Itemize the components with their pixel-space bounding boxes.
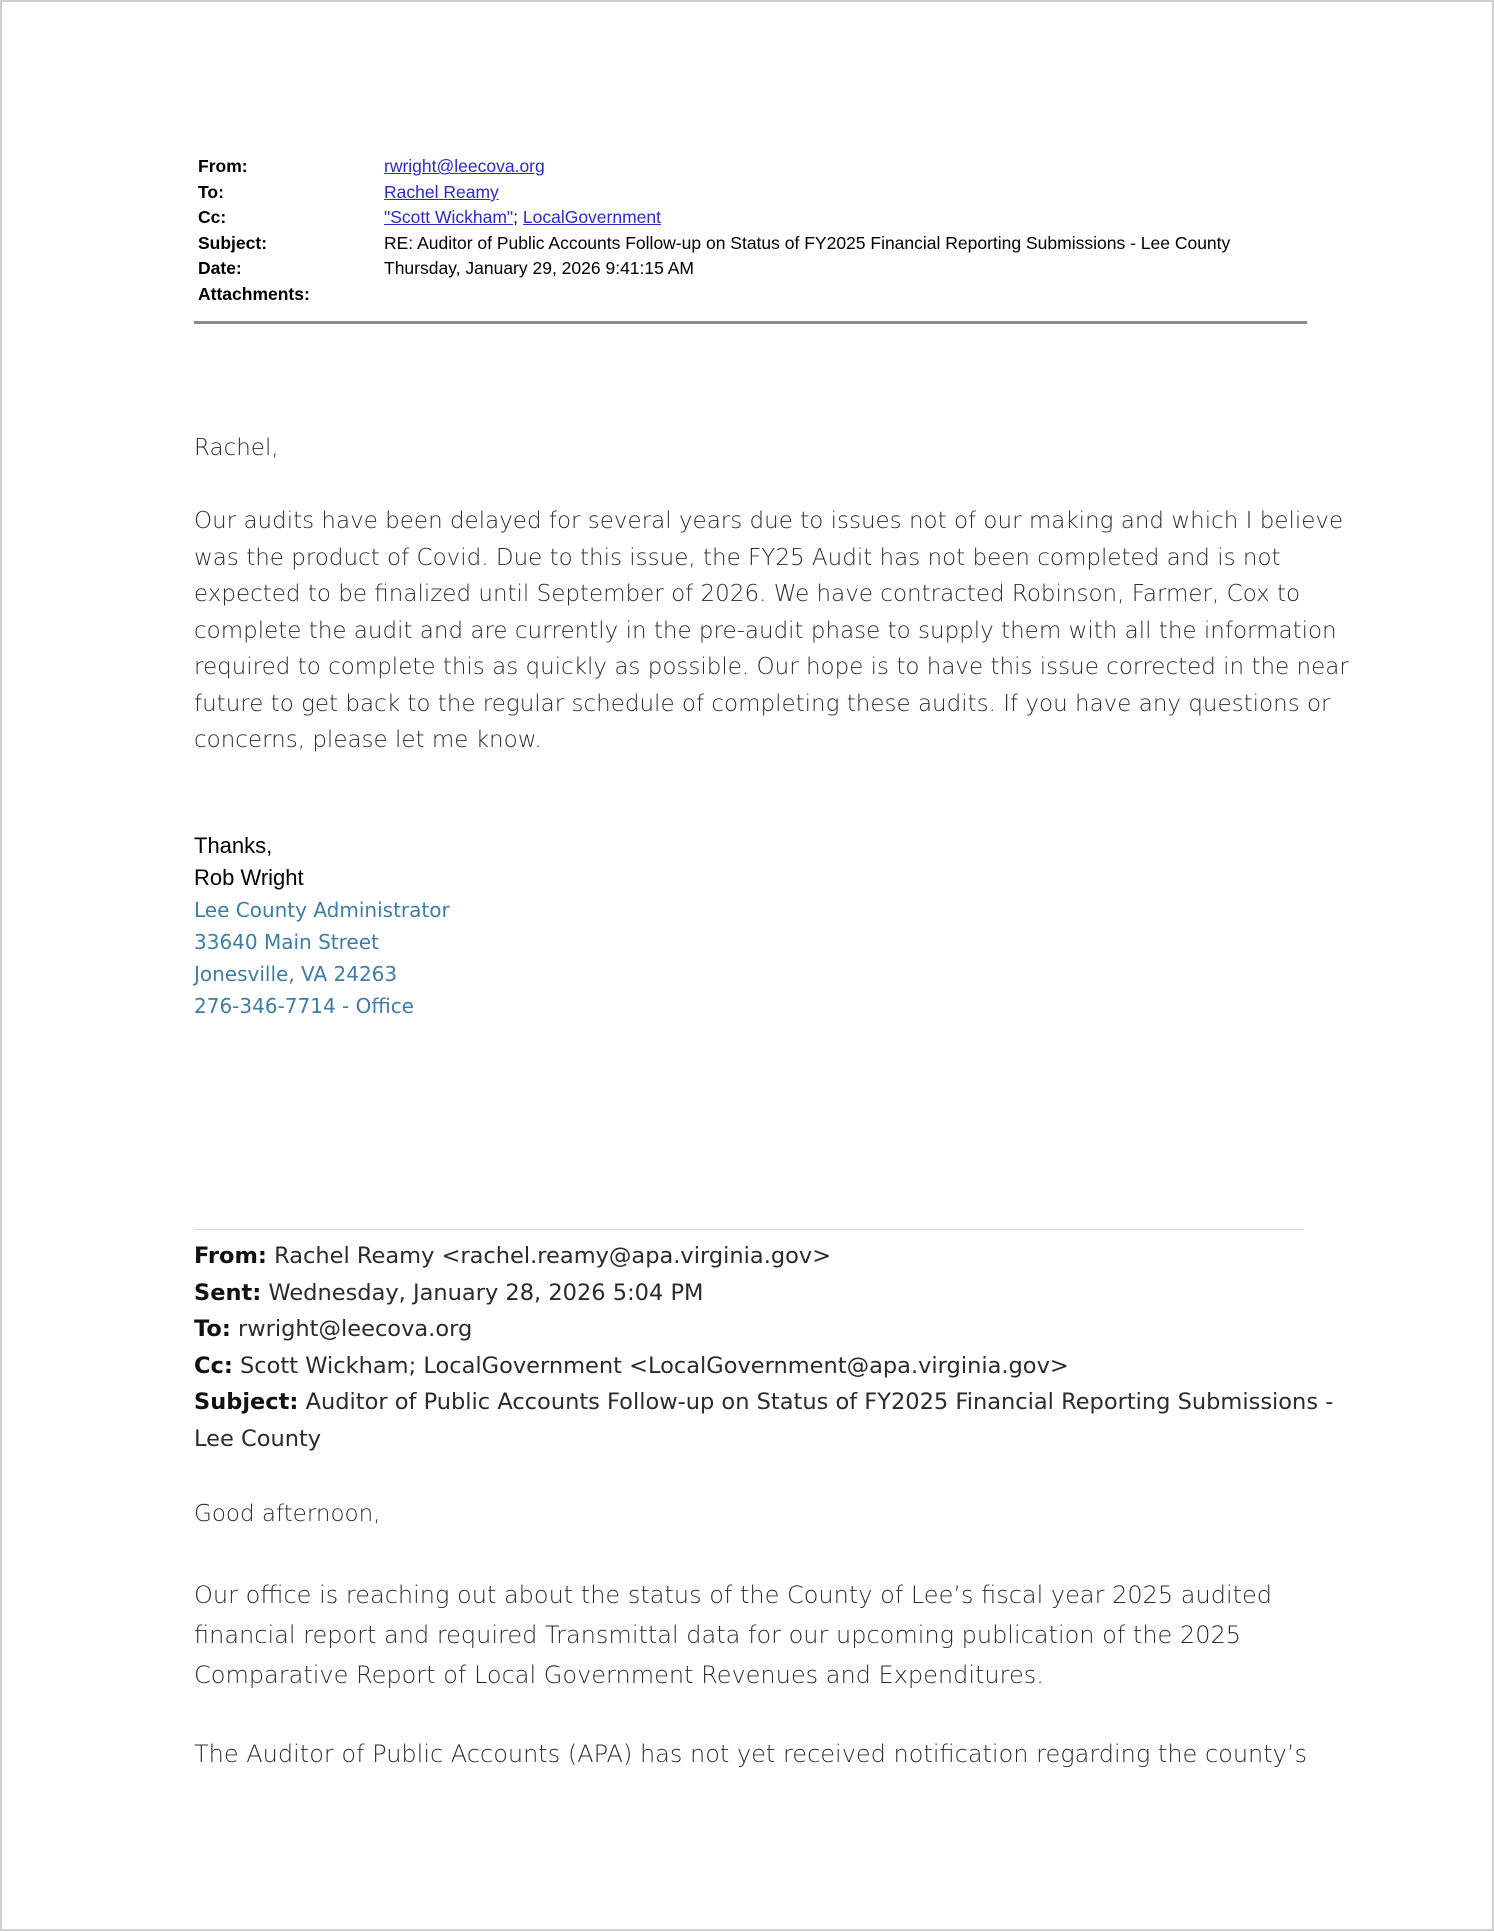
email-header [198, 154, 1308, 307]
fwd-sent-label: Sent: [194, 1279, 262, 1306]
cc-recipient-link-1[interactable]: "Scott Wickham" [384, 207, 514, 228]
header-date-row [198, 256, 1308, 282]
forwarded-header [194, 1238, 1334, 1458]
fwd-to-label: To: [194, 1316, 231, 1343]
fwd-sent-row [194, 1275, 1314, 1312]
attachments-label: Attachments: [198, 283, 310, 304]
fwd-paragraph-line: Comparative Report of Local Government Revenues and Expenditures. [194, 1661, 1044, 1689]
signature-thanks: Thanks, [194, 833, 273, 858]
fwd-paragraph-1 [194, 1575, 1324, 1695]
fwd-paragraph-line: Our office is reaching out about the status of the County of Lee’s fiscal year 2025 audited [194, 1581, 1273, 1609]
fwd-subject-continued: Lee County [194, 1425, 322, 1452]
header-divider [194, 321, 1307, 324]
signature-title: Lee County Administrator [194, 898, 450, 922]
header-attachments-row [198, 282, 1308, 308]
reply-line: Our audits have been delayed for several years due to issues not of our making and which I believe [194, 508, 1344, 534]
header-to-row [198, 180, 1308, 206]
fwd-subject-row [194, 1384, 1334, 1421]
signature-street: 33640 Main Street [194, 930, 379, 954]
fwd-subject-label: Subject: [194, 1389, 299, 1416]
signature-city: Jonesville, VA 24263 [194, 962, 398, 986]
date-label: Date: [198, 258, 242, 279]
subject-label: Subject: [198, 232, 268, 253]
fwd-paragraph-line: The Auditor of Public Accounts (APA) has not yet received notification regarding the county’s [194, 1740, 1307, 1768]
fwd-paragraph-2 [194, 1736, 1324, 1773]
fwd-to-value: rwright@leecova.org [237, 1316, 473, 1343]
forward-divider [194, 1229, 1304, 1230]
fwd-cc-label: Cc: [194, 1352, 233, 1379]
fwd-from-value: Rachel Reamy <rachel.reamy@apa.virginia.gov> [274, 1243, 832, 1269]
header-subject-row [198, 231, 1308, 257]
reply-line: concerns, please let me know. [194, 727, 542, 753]
date-value: Thursday, January 29, 2026 9:41:15 AM [384, 258, 695, 279]
reply-greeting: Rachel, [194, 435, 279, 461]
fwd-to-row [194, 1311, 1314, 1348]
fwd-greeting: Good afternoon, [194, 1501, 381, 1527]
reply-paragraph [194, 503, 1349, 759]
reply-line: complete the audit and are currently in the pre-audit phase to supply them with all the information [194, 617, 1337, 644]
reply-line: future to get back to the regular schedule of completing these audits. If you have any questions or [194, 690, 1331, 717]
reply-line: required to complete this as quickly as possible. Our hope is to have this issue corrected in the near [194, 654, 1349, 680]
header-from-row [198, 154, 1308, 180]
fwd-paragraph-line: financial report and required Transmittal data for our upcoming publication of the 2025 [194, 1621, 1241, 1649]
header-cc-row [198, 205, 1308, 231]
cc-recipient-link-2[interactable]: LocalGovernment [522, 207, 662, 228]
fwd-from-label: From: [194, 1243, 267, 1269]
signature-phone: 276-346-7714 - Office [194, 994, 414, 1018]
cc-label: Cc: [198, 207, 227, 228]
from-email-link[interactable]: rwright@leecova.org [384, 156, 545, 177]
signature-name: Rob Wright [194, 865, 304, 890]
reply-line: expected to be finalized until September of 2026. We have contracted Robinson, Farmer, Cox to [194, 581, 1301, 607]
fwd-cc-row [194, 1348, 1314, 1385]
fwd-sent-value: Wednesday, January 28, 2026 5:04 PM [268, 1279, 704, 1306]
to-recipient-link[interactable]: Rachel Reamy [384, 181, 499, 202]
fwd-from-row [194, 1238, 1314, 1275]
subject-value: RE: Auditor of Public Accounts Follow-up on Status of FY2025 Financial Reporting Submissions - Lee County [384, 232, 1231, 253]
to-label: To: [198, 181, 224, 202]
reply-line: was the product of Covid. Due to this issue, the FY25 Audit has not been completed and is not [194, 544, 1281, 571]
fwd-cc-value: Scott Wickham; LocalGovernment <LocalGovernment@apa.virginia.gov> [240, 1352, 1069, 1379]
fwd-subject-value: Auditor of Public Accounts Follow-up on Status of FY2025 Financial Reporting Submissions - [305, 1389, 1334, 1416]
from-label: From: [198, 156, 248, 177]
cc-separator: ; [513, 207, 518, 228]
